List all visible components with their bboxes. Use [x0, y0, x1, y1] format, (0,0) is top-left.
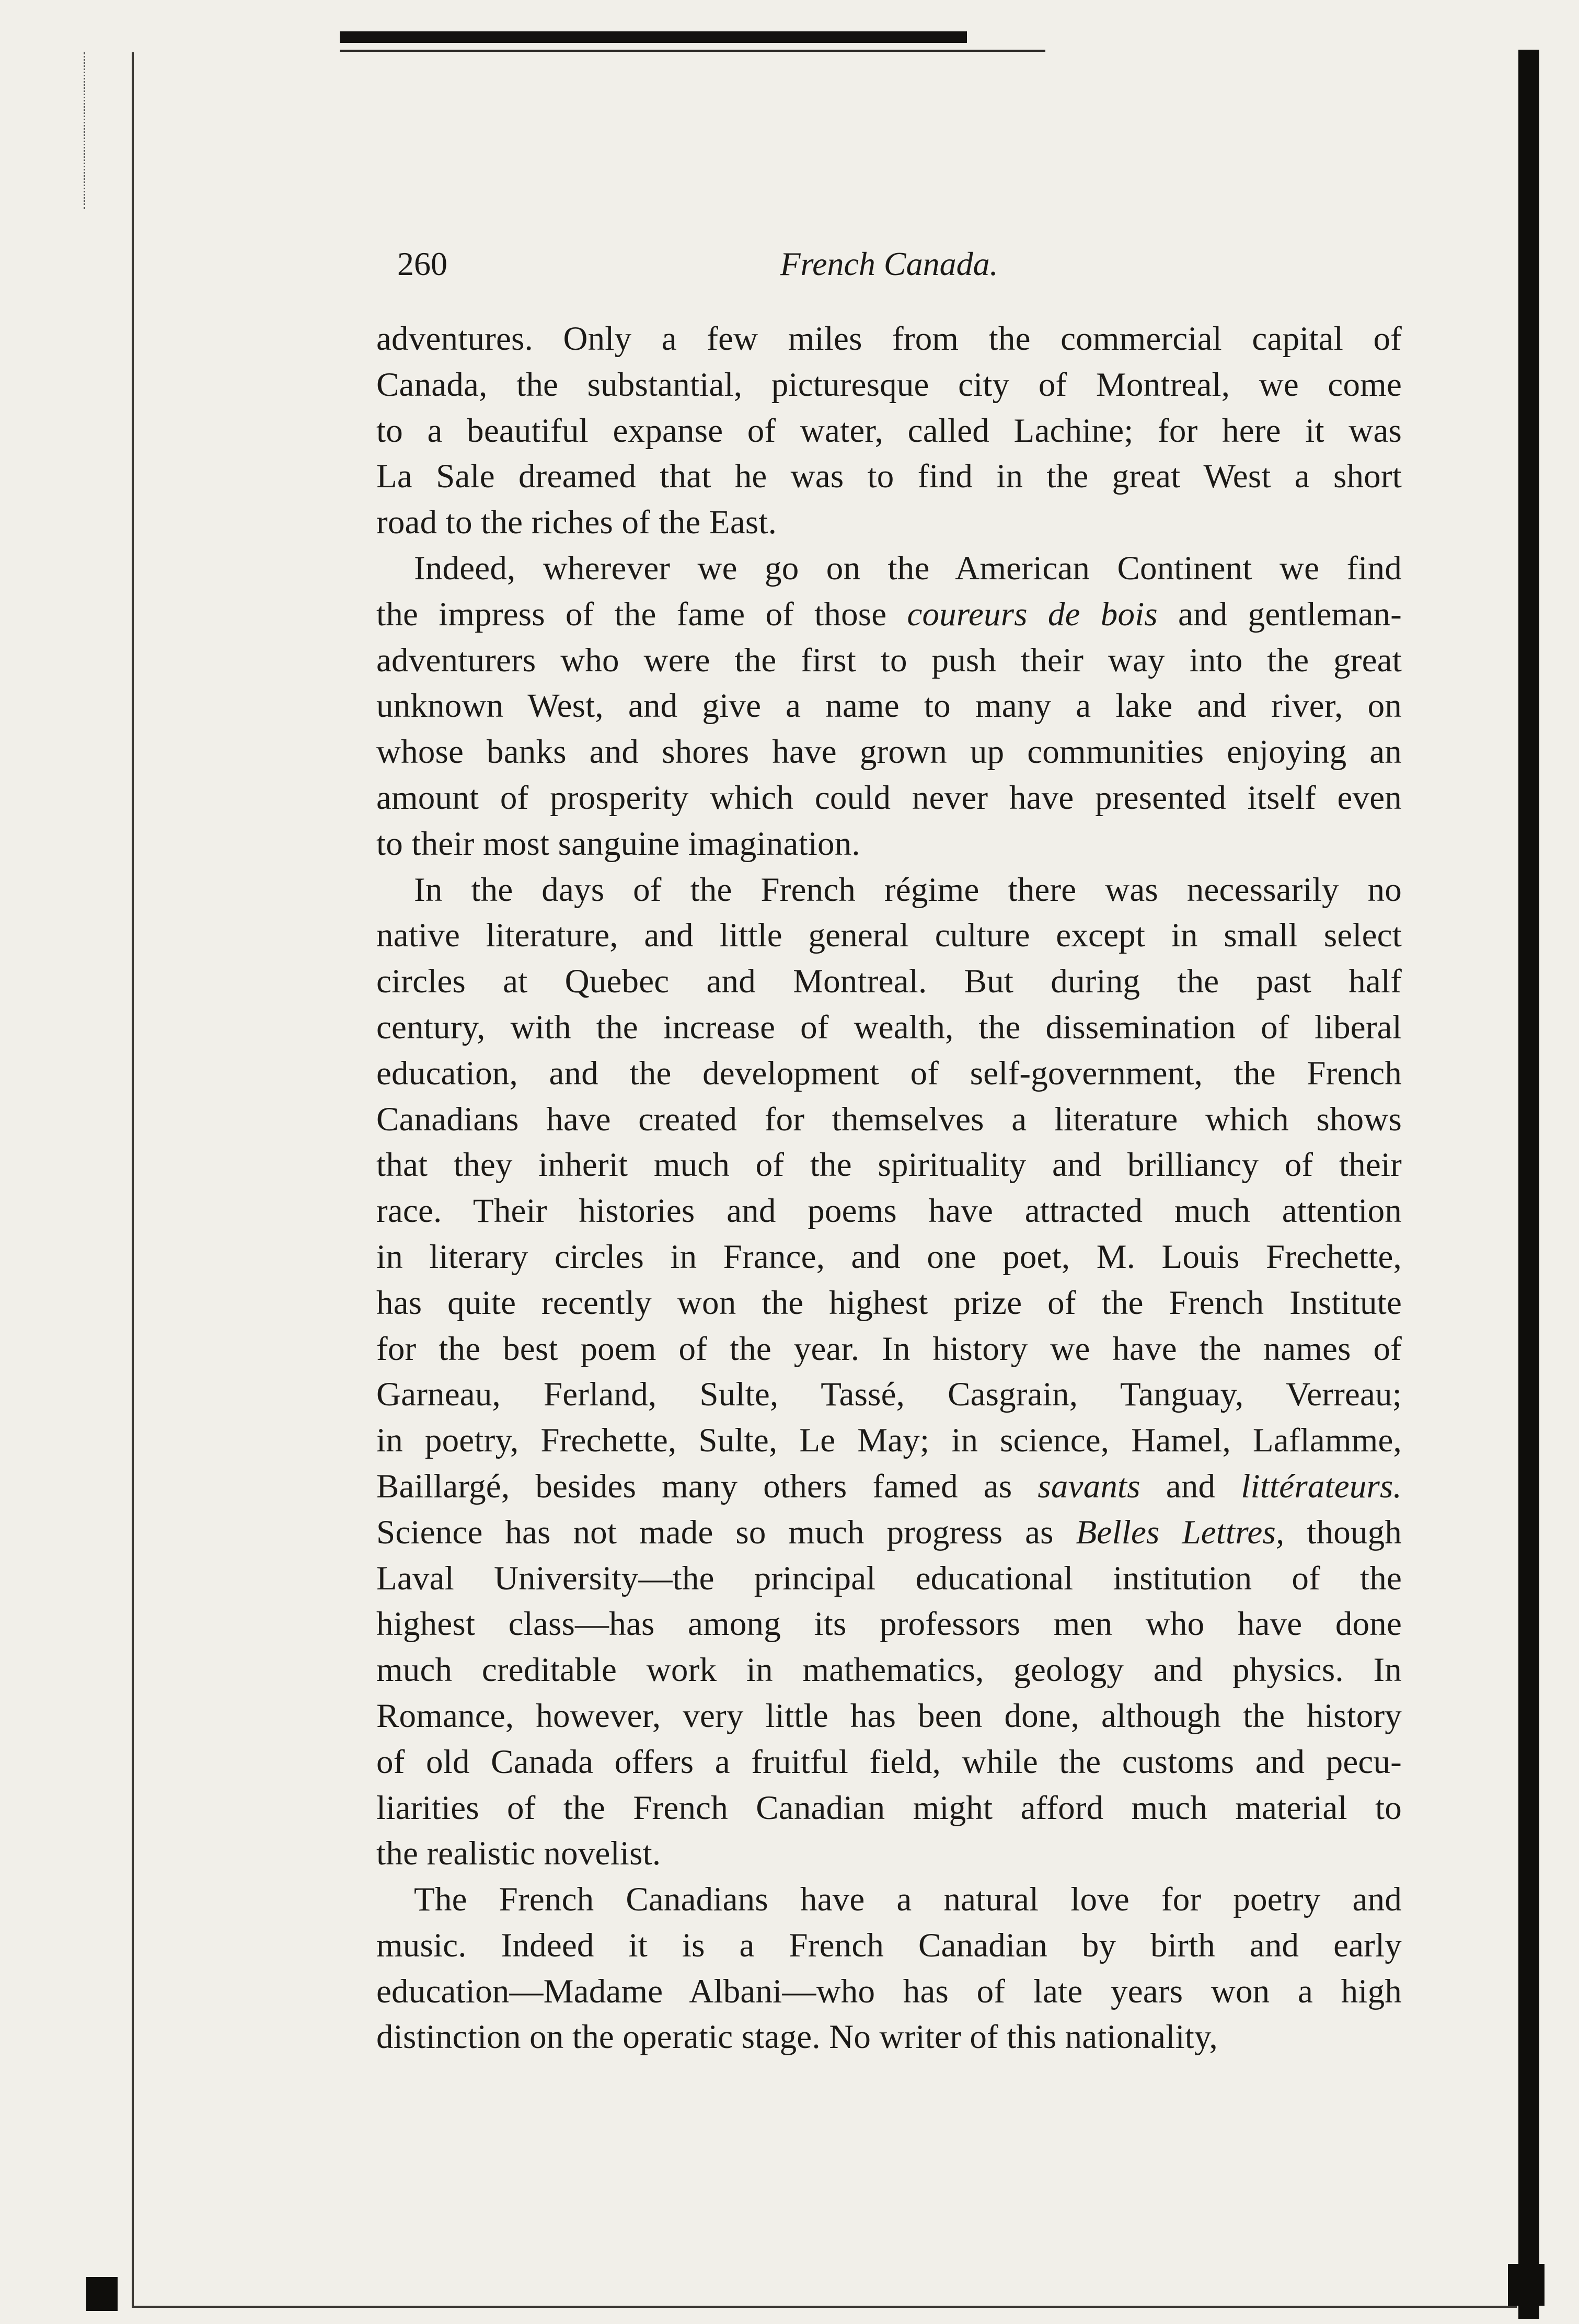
text-line: Baillargé, besides many others famed as savants and littérateurs. — [376, 1467, 1402, 1505]
text-line: adventures. Only a few miles from the commercial capital of — [376, 320, 1402, 358]
text-line: Canadians have created for themselves a literature which shows — [376, 1100, 1402, 1138]
text-line: education, and the development of self-government, the French — [376, 1054, 1402, 1092]
text-line: liarities of the French Canadian might afford much material to — [376, 1789, 1402, 1827]
text-line: highest class—has among its professors men who have done — [376, 1605, 1402, 1643]
body-text — [376, 316, 1402, 2060]
running-title: French Canada. — [780, 245, 998, 282]
running-head — [376, 238, 1402, 290]
scan-edge-top-line — [340, 50, 1045, 52]
text-line: for the best poem of the year. In history we have the names of — [376, 1330, 1402, 1368]
book-page — [376, 238, 1402, 2060]
text-line: distinction on the operatic stage. No writer of this nationality, — [376, 2018, 1218, 2056]
text-line: Romance, however, very little has been done, although the history — [376, 1697, 1402, 1735]
text-line: the impress of the fame of those coureurs de bois and gentleman- — [376, 595, 1402, 633]
text-line: has quite recently won the highest prize of the French Institute — [376, 1284, 1402, 1322]
text-line: race. Their histories and poems have attracted much attention — [376, 1192, 1402, 1230]
text-line: whose banks and shores have grown up communities enjoying an — [376, 733, 1402, 771]
scan-corner-mark-left — [86, 2277, 118, 2311]
text-line: music. Indeed it is a French Canadian by birth and early — [376, 1926, 1402, 1964]
scan-edge-left-line — [132, 52, 134, 2306]
text-line: native literature, and little general culture except in small select — [376, 917, 1402, 955]
text-line: in literary circles in France, and one poet, M. Louis Frechette, — [376, 1238, 1402, 1276]
page-number: 260 — [397, 245, 447, 282]
paragraph — [376, 1877, 1402, 2060]
text-line: the realistic novelist. — [376, 1835, 661, 1873]
italic-text: savants — [1038, 1467, 1140, 1505]
text-line: to their most sanguine imagination. — [376, 825, 860, 863]
text-line: of old Canada offers a fruitful field, while the customs and pecu- — [376, 1743, 1402, 1781]
scan-edge-top-bar — [340, 31, 967, 43]
text-line: in poetry, Frechette, Sulte, Le May; in science, Hamel, Laflamme, — [376, 1422, 1402, 1460]
italic-text: littérateurs. — [1241, 1467, 1402, 1505]
text-line: to a beautiful expanse of water, called Lachine; for here it was — [376, 411, 1402, 450]
scan-edge-left-dots — [84, 52, 101, 209]
paragraph — [376, 546, 1402, 867]
text-line: education—Madame Albani—who has of late years won a high — [376, 1972, 1402, 2010]
paragraph — [376, 316, 1402, 546]
text-line: Canada, the substantial, picturesque city of Montreal, we come — [376, 365, 1402, 404]
scan-edge-right-bar — [1518, 50, 1539, 2319]
text-line: Indeed, wherever we go on the American Continent we find — [414, 549, 1402, 587]
text-line: much creditable work in mathematics, geology and physics. In — [376, 1651, 1402, 1689]
text-line: road to the riches of the East. — [376, 503, 777, 542]
text-line: circles at Quebec and Montreal. But during the past half — [376, 963, 1402, 1001]
text-line: unknown West, and give a name to many a lake and river, on — [376, 687, 1402, 725]
text-line: that they inherit much of the spirituality and brilliancy of their — [376, 1146, 1402, 1184]
text-line: La Sale dreamed that he was to find in the great West a short — [376, 457, 1402, 496]
text-line: In the days of the French régime there was necessarily no — [414, 871, 1402, 909]
scan-edge-bottom-line — [132, 2306, 1517, 2308]
text-line: century, with the increase of wealth, the dissemination of liberal — [376, 1008, 1402, 1046]
text-line: The French Canadians have a natural love for poetry and — [414, 1881, 1402, 1919]
italic-text: Belles Lettres, — [1076, 1513, 1285, 1551]
text-line: Science has not made so much progress as Belles Lettres, though — [376, 1513, 1402, 1551]
scan-corner-mark-right — [1508, 2264, 1545, 2306]
text-line: adventurers who were the first to push their way into the great — [376, 641, 1402, 679]
italic-text: coureurs de bois — [907, 595, 1158, 633]
text-line: amount of prosperity which could never have presented itself even — [376, 779, 1402, 817]
text-line: Laval University—the principal educational institution of the — [376, 1559, 1402, 1597]
text-line: Garneau, Ferland, Sulte, Tassé, Casgrain, Tanguay, Verreau; — [376, 1376, 1402, 1414]
paragraph — [376, 867, 1402, 1877]
